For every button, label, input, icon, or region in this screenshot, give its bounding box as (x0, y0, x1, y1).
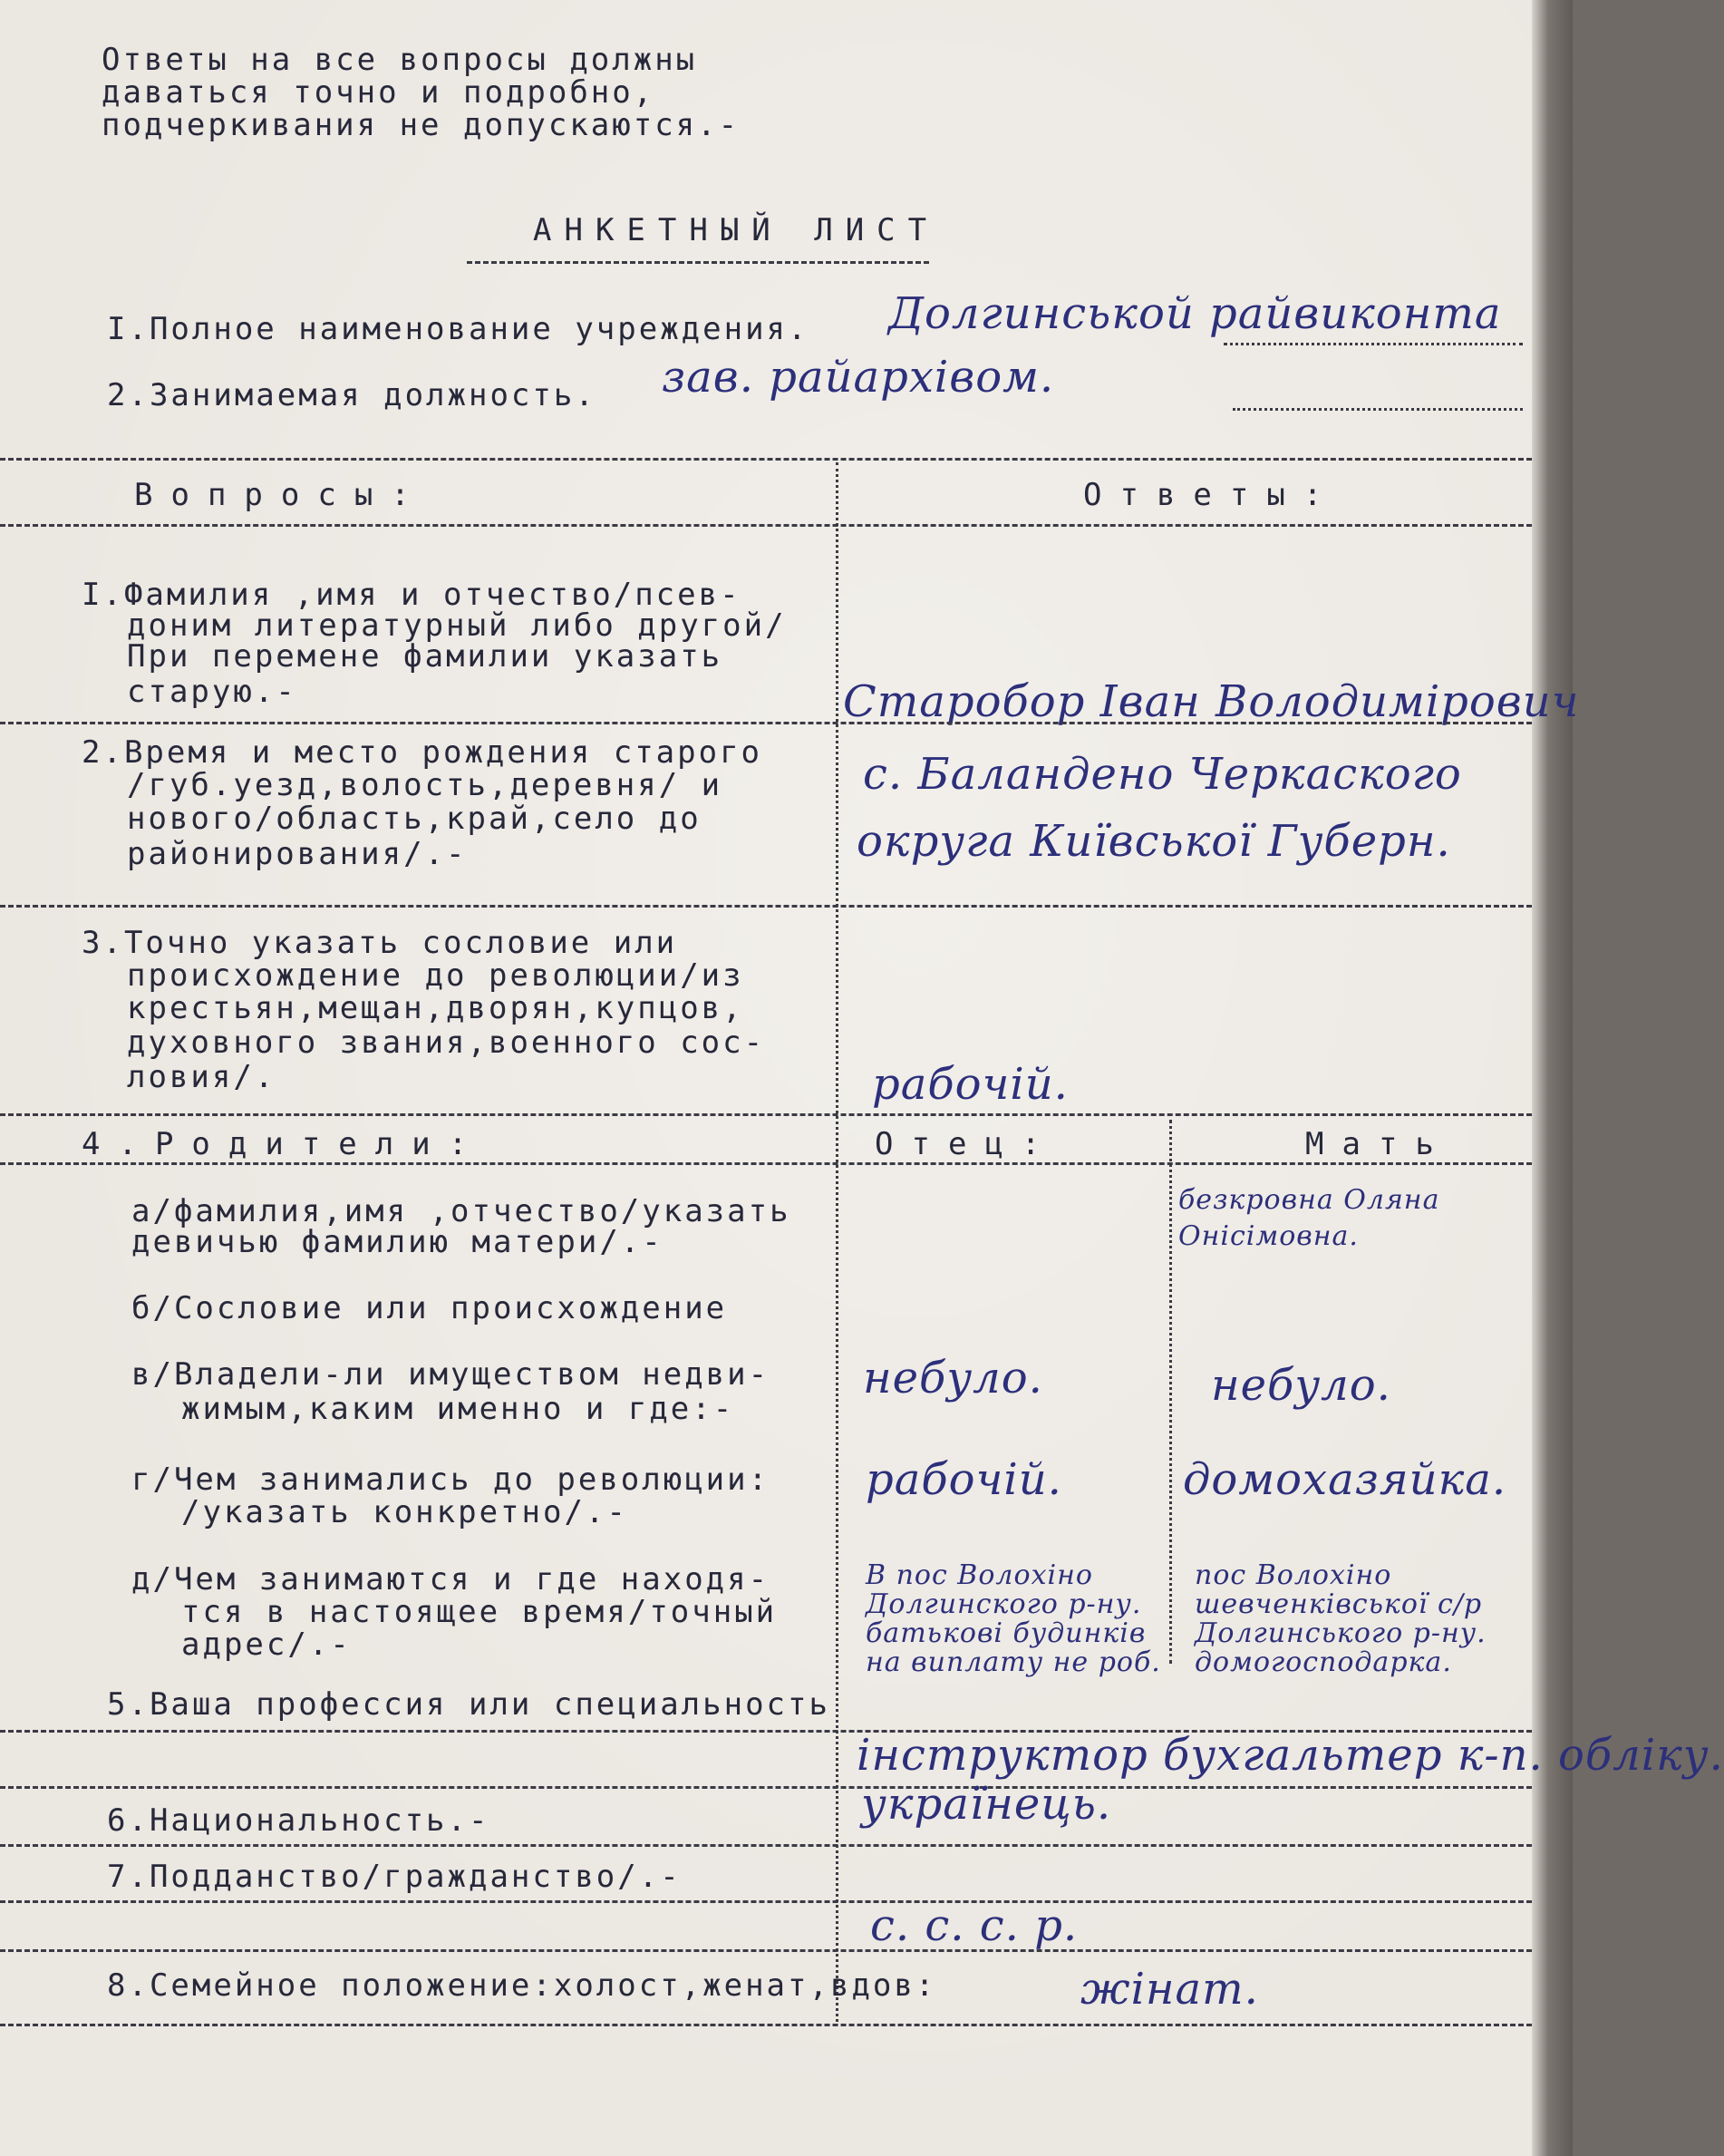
divider (0, 1113, 1532, 1116)
q4b-line: б/Сословие или происхождение (131, 1290, 728, 1326)
parents-column-separator (1169, 1120, 1172, 1664)
q4d-line-3: адрес/.- (181, 1627, 352, 1663)
q4d-mother-line-4: домогосподарка. (1195, 1646, 1452, 1678)
divider (0, 1786, 1532, 1789)
divider (0, 2024, 1532, 2026)
instruction-line-1: Ответы на все вопросы должны (102, 42, 698, 78)
q3-line-1: 3.Точно указать сословие или (82, 925, 678, 961)
q6-label: 6.Национальность.- (107, 1802, 490, 1839)
institution-value: Долгинськой райвиконта (888, 288, 1502, 339)
q2-line-4: районирования/.- (127, 836, 468, 872)
q3-line-3: крестьян,мещан,дворян,купцов, (127, 990, 744, 1026)
q6-answer: українець. (861, 1779, 1112, 1830)
q1-line-3: При перемене фамилии указать (127, 638, 723, 675)
q2-answer-line-1: с. Баландено Черкаского (863, 749, 1462, 800)
q4g-father: рабочій. (866, 1454, 1062, 1505)
divider (0, 1844, 1532, 1847)
q4v-mother: небуло. (1211, 1360, 1391, 1411)
title-underline (467, 261, 929, 264)
q4d-father-line-4: на виплату не роб. (866, 1646, 1161, 1678)
q7-label: 7.Подданство/гражданство/.- (107, 1859, 682, 1895)
q3-line-5: ловия/. (127, 1059, 276, 1095)
mother-header: Мать (1305, 1126, 1452, 1162)
q4a-mother-line-2: Онісімовна. (1178, 1220, 1359, 1252)
divider (0, 1900, 1532, 1903)
q1-answer: Старобор Іван Володимірович (843, 676, 1580, 727)
q4a-mother-line-1: безкровна Оляна (1178, 1184, 1440, 1216)
q1-line-1: I.Фамилия ,имя и отчество/псев- (82, 577, 741, 613)
position-label: 2.Занимаемая должность. (107, 377, 596, 413)
q4g-line-2: /указать конкретно/.- (181, 1494, 628, 1530)
q1-line-4: старую.- (127, 674, 297, 710)
q2-line-3: нового/область,край,село до (127, 801, 702, 837)
q4d-father-line-2: Долгинского р-ну. (866, 1588, 1142, 1620)
institution-dots (1224, 343, 1523, 345)
q3-line-4: духовного звания,военного сос- (127, 1025, 766, 1061)
q4v-line-1: в/Владели-ли имуществом недви- (131, 1356, 770, 1393)
q8-answer: жінат. (1080, 1964, 1259, 2015)
q4a-line-2: девичью фамилию матери/.- (131, 1224, 663, 1260)
q1-line-2: доним литературный либо другой/ (127, 607, 787, 644)
q4a-line-1: а/фамилия,имя ,отчество/указать (131, 1193, 791, 1229)
answers-header: Ответы: (1083, 477, 1341, 513)
institution-label: I.Полное наименование учреждения. (107, 311, 809, 347)
q2-line-2: /губ.уезд,волость,деревня/ и (127, 767, 723, 803)
q4d-father-line-1: В пос Волохіно (866, 1559, 1093, 1591)
q4g-mother: домохазяйка. (1183, 1454, 1507, 1505)
form-title: АНКЕТНЫЙ ЛИСТ (533, 212, 940, 248)
q4d-mother-line-1: пос Волохіно (1195, 1559, 1392, 1591)
q4d-line-2: тся в настоящее время/точный (181, 1594, 778, 1630)
page-edge (1532, 0, 1573, 2156)
q3-answer: рабочій. (872, 1059, 1069, 1110)
q4-label: 4.Родители: (82, 1126, 486, 1162)
instruction-line-2: даваться точно и подробно, (102, 74, 655, 111)
q4g-line-1: г/Чем занимались до революции: (131, 1462, 770, 1498)
divider (0, 458, 1532, 461)
q4v-father: небуло. (863, 1353, 1043, 1403)
q4v-line-2: жимым,каким именно и где:- (181, 1391, 735, 1427)
q3-line-2: происхождение до революции/из (127, 957, 744, 994)
divider (0, 1162, 1532, 1165)
q2-answer-line-2: округа Київської Губерн. (857, 816, 1451, 867)
q7-answer: с. с. с. р. (870, 1900, 1079, 1951)
divider (0, 524, 1532, 527)
q4d-line-1: д/Чем занимаются и где находя- (131, 1561, 770, 1598)
q4d-father-line-3: батькові будинків (866, 1617, 1147, 1649)
q5-answer: інструктор бухгальтер к-п. обліку. (857, 1730, 1724, 1781)
instruction-line-3: подчеркивания не допускаются.- (102, 107, 741, 143)
q4d-mother-line-2: шевченківської с/р (1195, 1588, 1483, 1620)
q5-label: 5.Ваша профессия или специальность (107, 1686, 830, 1723)
q8-label: 8.Семейное положение:холост,женат,вдов: (107, 1967, 937, 2004)
father-header: Отец: (875, 1126, 1059, 1162)
position-value: зав. райархівом. (662, 352, 1055, 403)
q4d-mother-line-3: Долгинського р-ну. (1195, 1617, 1487, 1649)
position-dots (1233, 408, 1523, 411)
q2-line-1: 2.Время и место рождения старого (82, 734, 763, 771)
divider (0, 722, 1532, 724)
divider (0, 1949, 1532, 1952)
questions-header: Вопросы: (134, 477, 428, 513)
divider (0, 905, 1532, 908)
